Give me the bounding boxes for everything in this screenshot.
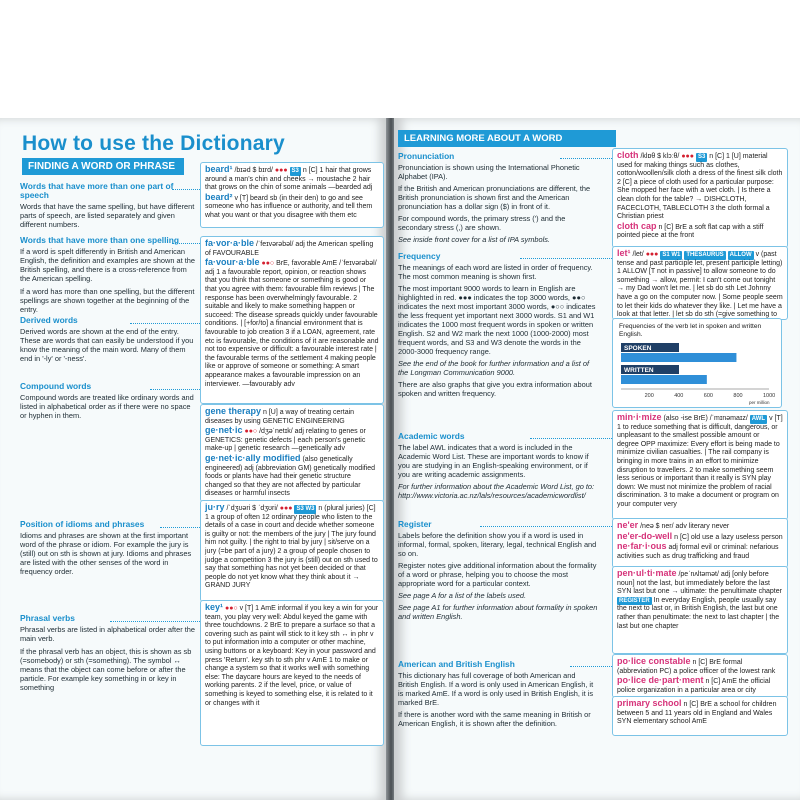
headword: ge·net·ic·ally modified [205, 452, 301, 463]
entry-box [612, 566, 788, 654]
section-heading: Register [398, 519, 432, 529]
section-body: If there is another word with the same meaning in British or American English, it is shown after the definition. [398, 710, 591, 728]
chart-tick-label: 800 [733, 393, 743, 399]
thesaurus-label: THESAURUS [686, 252, 724, 258]
note-body: Derived words are shown at the end of the entry. These are words that can easily be understood if you know the meaning of the main word. Many of them end in '-ly' or '-ness'. [20, 327, 194, 363]
section-note: See page A1 for further information about formality in spoken and written English. [398, 603, 598, 621]
note-heading: Derived words [20, 315, 78, 325]
section-note: See page A for a list of the labels used. [398, 591, 527, 600]
chart-series-label: WRITTEN [624, 367, 654, 374]
entry-box [612, 148, 788, 248]
entry-box [612, 246, 788, 320]
chart-series-label: SPOKEN [624, 345, 652, 352]
pronunciation: /neə $ ner/ [640, 523, 674, 530]
note-heading: Phrasal verbs [20, 613, 75, 623]
entry-primary-school [612, 696, 788, 736]
note-heading: Words that have more than one part of speech [20, 181, 174, 200]
pronunciation: /klɒθ $ klɔːθ/ [640, 153, 680, 160]
headword: fa·vor·a·ble [205, 238, 255, 248]
frequency-tag: S1 W1 [662, 252, 681, 258]
chart-svg [613, 335, 781, 407]
note-body: Idioms and phrases are shown at the first important word of the phrase or idiom. For example the jury is (still) out on sth is shown at jury. Idioms and phrases are listed with the other senses of the word in frequency order. [20, 531, 192, 576]
register-note: In everyday English, people usually say the next to last or, in British English, the last but one rather than penultimate: the next to last chapter | the last but one chapter [617, 596, 780, 630]
connector-line [570, 666, 612, 668]
definition: v (past tense and past participle let, present participle letting) 1 ALLOW [T not in passive] to allow someone to do something → allow, permit: I can't come out tonight → my Dad won't let me. | let sb do sth Let Johnny have a go on the computer now. | Some people seem to let their kids do whatever they like. | Let me have a look at that letter. | let sb do sth (=give something to [617, 251, 783, 319]
awl-tag: AWL [751, 416, 766, 422]
headword: ne'er-do-well [617, 530, 673, 541]
entry-favourable [200, 236, 384, 404]
section-pronunciation [398, 152, 598, 247]
definition: n [C] BrE a school for children between 5 and 11 years old in England and Wales SYN elementary school AmE [617, 701, 777, 726]
section-body: Register notes give additional information about the formality of a word or phrase, helping you to choose the most appropriate word for a particular context. [398, 561, 597, 588]
chart-tick-label: 600 [703, 393, 713, 399]
register-label: REGISTER [619, 597, 650, 604]
frequency-dots: ●●○ [244, 428, 258, 436]
frequency-tag: S3 [291, 168, 299, 174]
definition: n [U] a way of treating certain diseases by using GENETIC ENGINEERING [205, 409, 355, 425]
section-body: This dictionary has full coverage of both American and British English. If a word is only used in American English, it is marked AmE. If a word is only used in British English, it is marked BrE. [398, 671, 594, 707]
definition: n [C] 1 hair that grows around a man's chin and cheeks → moustache 2 hair that grows on the chin of some animals —bearded adj [205, 167, 373, 192]
headword: ju·ry [205, 502, 225, 512]
section-heading: Frequency [398, 251, 441, 261]
headword: ne·far·i·ous [617, 541, 667, 552]
headword: cloth cap [617, 220, 657, 231]
section-heading: American and British English [398, 659, 515, 669]
definition: v [T] 1 to reduce something that is difficult, dangerous, or unpleasant to the smallest possible amount or degree OPP maximize: Every effort is being made to minimize civilian casualties. | The rail company is bringing in more trains in an effort to minimize disruption to travellers. 2 to make something seem less serious or important than it really is SYN play down: We must not minimize the problem of racial discrimination. 3 to make a document or program on your computer very [617, 415, 783, 508]
section-bar: FINDING A WORD OR PHRASE [22, 158, 184, 175]
pronunciation: /let/ [632, 251, 644, 258]
entry-cloth [612, 148, 788, 248]
section-note: See inside front cover for a list of IPA symbols. [398, 235, 550, 244]
connector-line [160, 527, 200, 529]
connector-line [110, 621, 200, 623]
note-body: Phrasal verbs are listed in alphabetical order after the main verb. [20, 625, 196, 643]
frequency-chart [612, 318, 782, 408]
connector-line [560, 158, 612, 160]
entry-neer [612, 518, 788, 568]
frequency-tag: S3 W3 [296, 506, 315, 512]
entry-penultimate [612, 566, 788, 654]
chart-tick-label: 400 [674, 393, 684, 399]
headword: cloth [617, 150, 639, 160]
headword: ge·net·ic [205, 425, 243, 436]
note-heading: Position of idioms and phrases [20, 519, 145, 529]
section-heading: Academic words [398, 431, 465, 441]
section-body: The most important 9000 words to learn in English are highlighted in red. ●●● indicates the top 3000 words, ●●○ indicates the next most important 3000 words, ●○○ indicates the less frequent yet important next 3000 words. S1 and W1 indicates the 1000 most frequent words in spoken or written English. S2 and W2 mark the next 1000 (1000-2000) most frequent words, and S3 and W3 denote the words in the 2000-3000 frequency range. [398, 284, 596, 356]
note-body: Words that have the same spelling, but have different parts of speech, are listed separately and given different numbers. [20, 202, 195, 229]
section-note: For further information about the Academic Word List, go to: http://www.victoria.ac.nz/lals/resources/academicwordlist/ [398, 482, 595, 500]
note-body: Compound words are treated like ordinary words and listed in alphabetical order as if there were no space or hyphen in them. [20, 393, 194, 420]
definition: /ˈfeɪvərəbəl/ adj the American spelling of FAVOURABLE [205, 241, 374, 257]
connector-line [130, 323, 200, 325]
headword: primary school [617, 698, 682, 708]
note-heading: Words that have more than one spelling [20, 235, 179, 245]
note-body: If the phrasal verb has an object, this is shown as sb (=somebody) or sth (=something). The symbol ↔ means that the object can come before or after the particle. For example key something in or key in something [20, 647, 192, 692]
connector-line [172, 189, 200, 191]
entry-box [200, 500, 384, 602]
entry-minimize [612, 410, 788, 520]
pronunciation: (also -ise BrE) /ˈmɪnəmaɪz/ [663, 415, 748, 422]
entry-box [200, 236, 384, 404]
pronunciation: /bɪəd $ bɪrd/ [234, 167, 273, 174]
definition: n [C] BrE formal (abbreviation PC) a police officer of the lowest rank [617, 659, 776, 675]
section-body: Labels before the definition show you if a word is used in informal, formal, spoken, literary, legal, technical English and so on. [398, 531, 597, 558]
entry-beard [200, 162, 384, 228]
section-american-british [398, 660, 598, 731]
frequency-dots: ●●● [645, 251, 659, 258]
section-body: The label AWL indicates that a word is included in the Academic Word List. These are important words to know if you are studying in an English-speaking environment, or if you are writing academic assignments. [398, 443, 589, 479]
definition: v [T] beard sb (in their den) to go and see someone who has influence or authority, and tell them what you want or that you disagree with them etc [205, 194, 373, 219]
definition: /dʒəˈnetɪk/ adj relating to genes or GENETICS: genetic defects | each person's genetic make-up | genetic research —genetically adv [205, 428, 366, 453]
headword: pen·ul·ti·mate [617, 568, 677, 578]
connector-line [480, 526, 612, 528]
definition: adj formal evil or criminal: nefarious activities such as drug trafficking and fraud [617, 544, 779, 560]
section-register [398, 520, 598, 624]
definition: n [C] BrE a soft flat cap with a stiff pointed piece at the front [617, 223, 764, 240]
section-heading: Pronunciation [398, 151, 455, 161]
definition: n [C] 1 [U] material used for making things such as clothes, cotton/woollen/silk cloth a dress of the finest silk cloth 2 [C] a piece of cloth used for a particular purpose: She mopped her face with a wet cloth. | Is there a clean cloth for the table? → DISHCLOTH, FACECLOTH, TABLECLOTH 3 the cloth formal a Christian priest [617, 153, 783, 221]
definition: BrE, favorable AmE /ˈfeɪvərəbəl/ adj 1 a favourable report, opinion, or reaction shows that you think that someone or something is good or that you agree with them: favourable film reviews | The response has been overwhelmingly favourable. 2 suitable and likely to make something happen or succeed: The disease spreads quickly under favourable conditions. | [+for/to] a financial environment that is favourable to job creation 3 if a LOAN, agreement, rate etc is favourable, the conditions of it are reasonable and not too expensive or difficult: a favourable interest rate | the favourable terms of the settlement 4 making people like or approve of someone or something: A smart appearance makes a favourable impression on an interviewer. —favourably adv [205, 260, 379, 388]
note-body: If a word has more than one spelling, but the different spellings are shown together at the beginning of the entry. [20, 287, 195, 314]
entry-jury [200, 500, 384, 602]
definition: v [T] 1 AmE informal if you key a win for your team, you play very well: Abdul keyed the game with three touchdowns. 2 BrE to prepare a surface so that a covering such as paint will stick to it key sth ↔ in phr v to put information into a computer or other machine, using buttons or a keyboard: Key in your password and press 'Return'. key sth to sth phr v AmE 1 to make or change a system so that it works well with something else: The daycare hours are keyed to the needs of working parents. 2 if the level, price, or value of something is keyed to something else, it is related to it or changes with it [205, 605, 379, 707]
frequency-dots: ●●● [681, 153, 695, 160]
chart-unit-label: per million [749, 400, 770, 405]
frequency-dots: ●●● [274, 167, 288, 174]
chart-bar-written [621, 375, 707, 384]
chart-tick-label: 200 [644, 393, 654, 399]
headword: po·lice de·part·ment [617, 675, 704, 686]
section-body: There are also graphs that give you extra information about spoken and written frequency. [398, 380, 592, 398]
top-margin [0, 0, 800, 120]
definition: (also genetically engineered) adj (abbreviation GM) genetically modified foods or plants have had their genetic structure changed so that they are not affected by particular diseases or harmful insects [205, 455, 376, 498]
note-spellings [20, 236, 198, 318]
entry-genetic [200, 404, 384, 502]
frequency-dots: ●●○ [224, 605, 238, 612]
entry-let [612, 246, 788, 320]
headword: fa·vour·a·ble [205, 257, 260, 268]
section-body: For compound words, the primary stress (') and the secondary stress (,) are shown. [398, 214, 566, 232]
definition: n (plural juries) [C] 1 a group of often 12 ordinary people who listen to the details of a case in court and decide whether someone is guilty or not: the members of the jury | The jury found him not guilty. | the right to trial by jury | sit/serve on a jury (=be part of a jury) 2 a group of people chosen to judge a competition 3 the jury is (still) out on sth used to say that something has not yet been decided or that people do not yet know what they think about it → GRAND JURY [205, 505, 378, 590]
entry-key [200, 600, 384, 746]
headword: ne'er [617, 520, 639, 530]
headword: key¹ [205, 602, 224, 612]
headword: beard¹ [205, 164, 233, 174]
connector-line [530, 438, 612, 440]
connector-line [520, 258, 612, 260]
headword: po·lice constable [617, 656, 691, 666]
chart-bar-spoken [621, 353, 736, 362]
section-frequency [398, 252, 598, 401]
note-idioms [20, 520, 198, 580]
headword: let¹ [617, 248, 631, 258]
frequency-dots: ●●○ [261, 260, 275, 268]
frequency-tag: S3 [697, 154, 706, 160]
chart-tick-label: 1000 [763, 393, 776, 399]
note-phrasal [20, 614, 198, 696]
entry-box [612, 518, 788, 568]
entry-police [612, 654, 788, 698]
frequency-dots: ●●● [279, 505, 293, 512]
definition: n [C] old use a lazy useless person [674, 533, 783, 541]
pronunciation: /peˈnʌltəmət/ [678, 571, 719, 578]
entry-box [200, 162, 384, 228]
entry-box [612, 654, 788, 698]
entry-box [612, 410, 788, 520]
headword: beard² [205, 191, 233, 202]
connector-line [150, 389, 200, 391]
section-body: If the British and American pronunciations are different, the British pronunciation is shown first and the American pronunciation has a dollar sign ($) in front of it. [398, 184, 591, 211]
definition: n [C] AmE the official police organization in a particular area or city [617, 678, 771, 694]
note-heading: Compound words [20, 381, 92, 391]
pronunciation: /ˈdʒʊəri $ ˈdʒʊri/ [226, 505, 278, 512]
connector-line [172, 243, 200, 245]
page-title: How to use the Dictionary [22, 132, 285, 155]
section-note: See the end of the book for further information and a list of the Longman Communication 9000. [398, 359, 590, 377]
headword: min·i·mize [617, 412, 662, 422]
definition: adv literary never [675, 523, 730, 530]
definition: adj [only before noun] not the last, but immediately before the last SYN last but one → ultimate: the penultimate chapter [617, 571, 782, 596]
note-body: If a word is spelt differently in British and American English, the definition and examples are shown at the British spelling, and there is a cross-reference from the American spelling. [20, 247, 196, 283]
section-academic [398, 432, 598, 503]
allow-label: ALLOW [729, 252, 752, 258]
entry-box [200, 600, 384, 746]
section-body: The meanings of each word are listed in order of frequency. The most common meaning is shown first. [398, 263, 593, 281]
section-bar: LEARNING MORE ABOUT A WORD [398, 130, 616, 147]
chart-caption: Frequencies of the verb let in spoken and written English. [619, 323, 762, 338]
section-body: Pronunciation is shown using the International Phonetic Alphabet (IPA). [398, 163, 580, 181]
entry-box [612, 696, 788, 736]
headword: gene therapy [205, 406, 262, 416]
entry-box [200, 404, 384, 502]
